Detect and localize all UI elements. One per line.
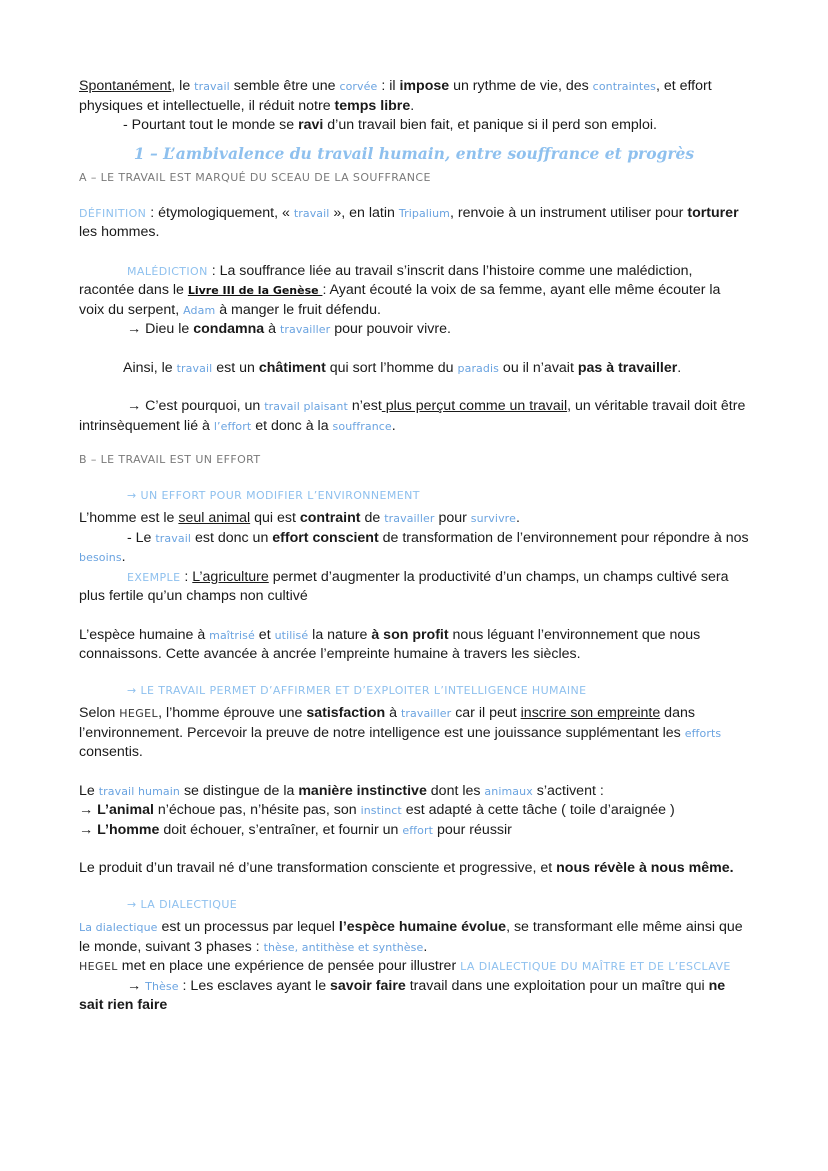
text: pour pouvoir vivre. [330,321,451,337]
text: permet d’augmenter la productivité d’un champs, un champs cultivé sera plus fertile qu’un champs non cultivé [79,568,729,604]
text: , l’homme éprouve une [158,705,307,721]
text: Ainsi, le [123,359,177,376]
paragraph-conclusion-a [79,397,749,436]
bold-text: contraint [299,510,361,526]
text: n’échoue pas, n’hésite pas, son [153,802,361,818]
text: Spontanément [79,78,172,94]
keyword: Adam [183,303,216,317]
bold-text: manière instinctive [298,782,427,799]
text: de [360,510,385,526]
text: consentis. [79,744,143,760]
text: et donc à la [251,417,333,434]
text: : il [377,78,400,94]
text: semble être une [229,78,340,94]
text: d’un travail bien fait, et panique si il perd son emploi. [323,117,657,133]
text: est un processus par lequel [157,919,339,935]
bold-text: pas à travailler [577,359,678,376]
text: Selon [79,705,120,721]
bold-text: nous révèle à nous même. [556,860,734,876]
text: , et effort physiques et intellectuelle, il réduit notre [79,78,712,114]
keyword: animaux [484,784,533,798]
text: inscrire son empreinte [520,705,661,721]
text: plus perçut comme un travail [381,398,568,414]
keyword: travailler [400,707,452,720]
keyword: LA DIALECTIQUE DU MAÎTRE ET DE L’ESCLAVE [460,960,731,973]
keyword: Tripalium [398,206,450,220]
text: dans l’environnement. Percevoir la preuve de notre intelligence est une jouissance supplémentant les [79,705,695,741]
bold-text: impose [399,78,450,94]
keyword: La dialectique [79,921,158,934]
text: doit échouer, s’entraîner, et fournir un [159,821,403,838]
text: à manger le fruit défendu. [215,301,381,318]
text: dont les [426,782,485,799]
bold-text: L’animal [97,802,154,818]
text: ou il n’avait [498,359,578,376]
text: pour réussir [433,821,512,838]
section-heading-b: B – LE TRAVAIL EST UN EFFORT [79,453,261,466]
text: est donc un [191,529,273,546]
keyword: travail plaisant [264,400,348,413]
text: → C’est pourquoi, un [127,398,265,414]
keyword: besoins [79,551,122,564]
keyword: effort [402,823,434,837]
text: → [79,821,98,838]
text: pour [434,510,471,526]
bold-text: L’homme [97,821,160,838]
text: seul animal [178,510,251,526]
text: travail dans une exploitation pour un maître qui [405,977,709,994]
text: , se transformant elle même ainsi que le monde, suivant 3 phases : [79,919,743,955]
chapter-title: 1 – L’ambivalence du travail humain, entre souffrance et progrès [133,143,695,163]
keyword: paradis [457,361,499,375]
text: → [127,977,146,994]
label: DÉFINITION [79,206,147,220]
text: qui sort l’homme du [325,359,458,376]
bold-text: ravi [298,117,324,133]
bold-text: condamna [193,321,265,337]
bold-text: ne sait rien faire [79,977,726,1013]
paragraph-intro [79,77,749,116]
text: est un [212,359,259,376]
text: met en place une expérience de pensée pour illustrer [117,958,461,974]
text: - Pourtant tout le monde se [123,117,299,133]
label: MALÉDICTION [127,264,208,278]
bold-text: effort conscient [272,529,379,546]
document-body [79,77,749,1016]
text: la nature [308,626,372,643]
text: → Dieu le [127,321,194,337]
paragraph-chatiment [79,359,749,379]
paragraph-hegel-experiment [79,957,749,977]
text: est adapté à cette tâche ( toile d’araignée ) [401,802,675,818]
paragraph-malediction [79,262,749,321]
keyword: survivre [470,512,516,525]
bold-text: savoir faire [330,977,406,994]
text: et [254,626,275,643]
text: les hommes. [79,224,160,240]
text: L’agriculture [192,568,269,585]
paragraph-however [79,116,749,136]
keyword: travail [194,80,230,93]
paragraph-human-species [79,626,749,665]
text: - Le [127,529,156,546]
paragraph-conscious-effort [79,529,749,568]
subsection-heading-b2: → LE TRAVAIL PERMET D’AFFIRMER ET D’EXPLOITER L’INTELLIGENCE HUMAINE [127,683,587,697]
keyword: thèse, antithèse et synthèse [263,940,424,954]
text: . [515,510,520,526]
keyword: travail [176,361,213,375]
text: un rythme de vie, des [449,78,593,94]
keyword: instinct [360,804,402,817]
keyword: maîtrisé [209,628,255,642]
paragraph-human-work [79,782,749,802]
text: L’espèce humaine à [79,626,210,643]
text: : Les esclaves ayant le [178,977,331,994]
text: Le [79,782,99,799]
keyword: HEGEL [119,707,159,720]
text: . [423,938,428,955]
bold-text: torturer [687,204,739,221]
keyword: travailler [279,323,331,336]
text: . [410,97,415,114]
keyword: HEGEL [79,960,118,973]
bold-text: satisfaction [306,705,386,721]
bold-text: châtiment [258,359,326,376]
text: s’activent : [532,782,604,799]
keyword: utilisé [274,628,309,642]
keyword: Thèse [145,979,179,993]
paragraph-product [79,859,749,879]
text: n’est [347,398,382,414]
text: qui est [250,510,300,526]
text: de transformation de l’environnement pour répondre à nos [378,529,749,546]
keyword: Livre III de la Genèse [187,284,323,297]
text: à [385,705,401,721]
paragraph-definition [79,204,749,243]
text: , le [171,78,195,94]
paragraph-hegel [79,704,749,763]
text: , renvoie à un instrument utiliser pour [449,204,688,221]
keyword: corvée [339,80,378,93]
bold-text: temps libre [334,97,411,114]
paragraph-condemned [79,320,749,340]
label: EXEMPLE [127,570,181,584]
text: : Ayant écouté la voix de sa femme, ayant elle même écouter la voix du serpent, [79,282,721,318]
text: : étymologiquement, « [146,204,294,221]
paragraph-example [79,568,749,607]
text: Le produit d’un travail né d’une transformation consciente et progressive, et [79,860,557,876]
text: nous léguant l’environnement que nous connaissons. Cette avancée à ancrée l’empreinte humaine à travers les siècles. [79,626,701,662]
paragraph-only-animal [79,509,749,529]
keyword: travail [155,531,192,545]
text: . [391,417,396,434]
keyword: souffrance [332,419,392,433]
bold-text: l’espèce humaine évolue [338,919,507,935]
keyword: l’effort [213,419,252,433]
keyword: travail humain [98,784,180,798]
text: . [677,359,682,376]
text: », en latin [329,204,399,221]
text: L’homme est le [79,510,179,526]
paragraph-thesis [79,977,749,1016]
paragraph-animal [79,801,749,821]
text: → [79,802,98,818]
section-heading-a: A – LE TRAVAIL EST MARQUÉ DU SCEAU DE LA SOUFFRANCE [79,171,431,184]
text: : La souffrance liée au travail s’inscrit dans l’histoire comme une malédiction, racontée dans le [79,262,693,298]
bold-text: à son profit [371,626,449,643]
keyword: contraintes [592,80,656,93]
paragraph-dialectic [79,918,749,957]
keyword: efforts [684,726,722,740]
text: à [264,321,280,337]
keyword: travail [293,206,330,220]
subsection-heading-b1: → UN EFFORT POUR MODIFIER L’ENVIRONNEMENT [127,488,420,502]
text: , un véritable travail doit être intrinsèquement lié à [79,398,746,434]
text: . [121,549,126,565]
text: : [180,568,193,585]
text: se distingue de la [180,782,299,799]
paragraph-man [79,821,749,841]
text: car il peut [451,705,521,721]
keyword: travailler [384,512,435,525]
subsection-heading-b3: → LA DIALECTIQUE [127,897,238,911]
